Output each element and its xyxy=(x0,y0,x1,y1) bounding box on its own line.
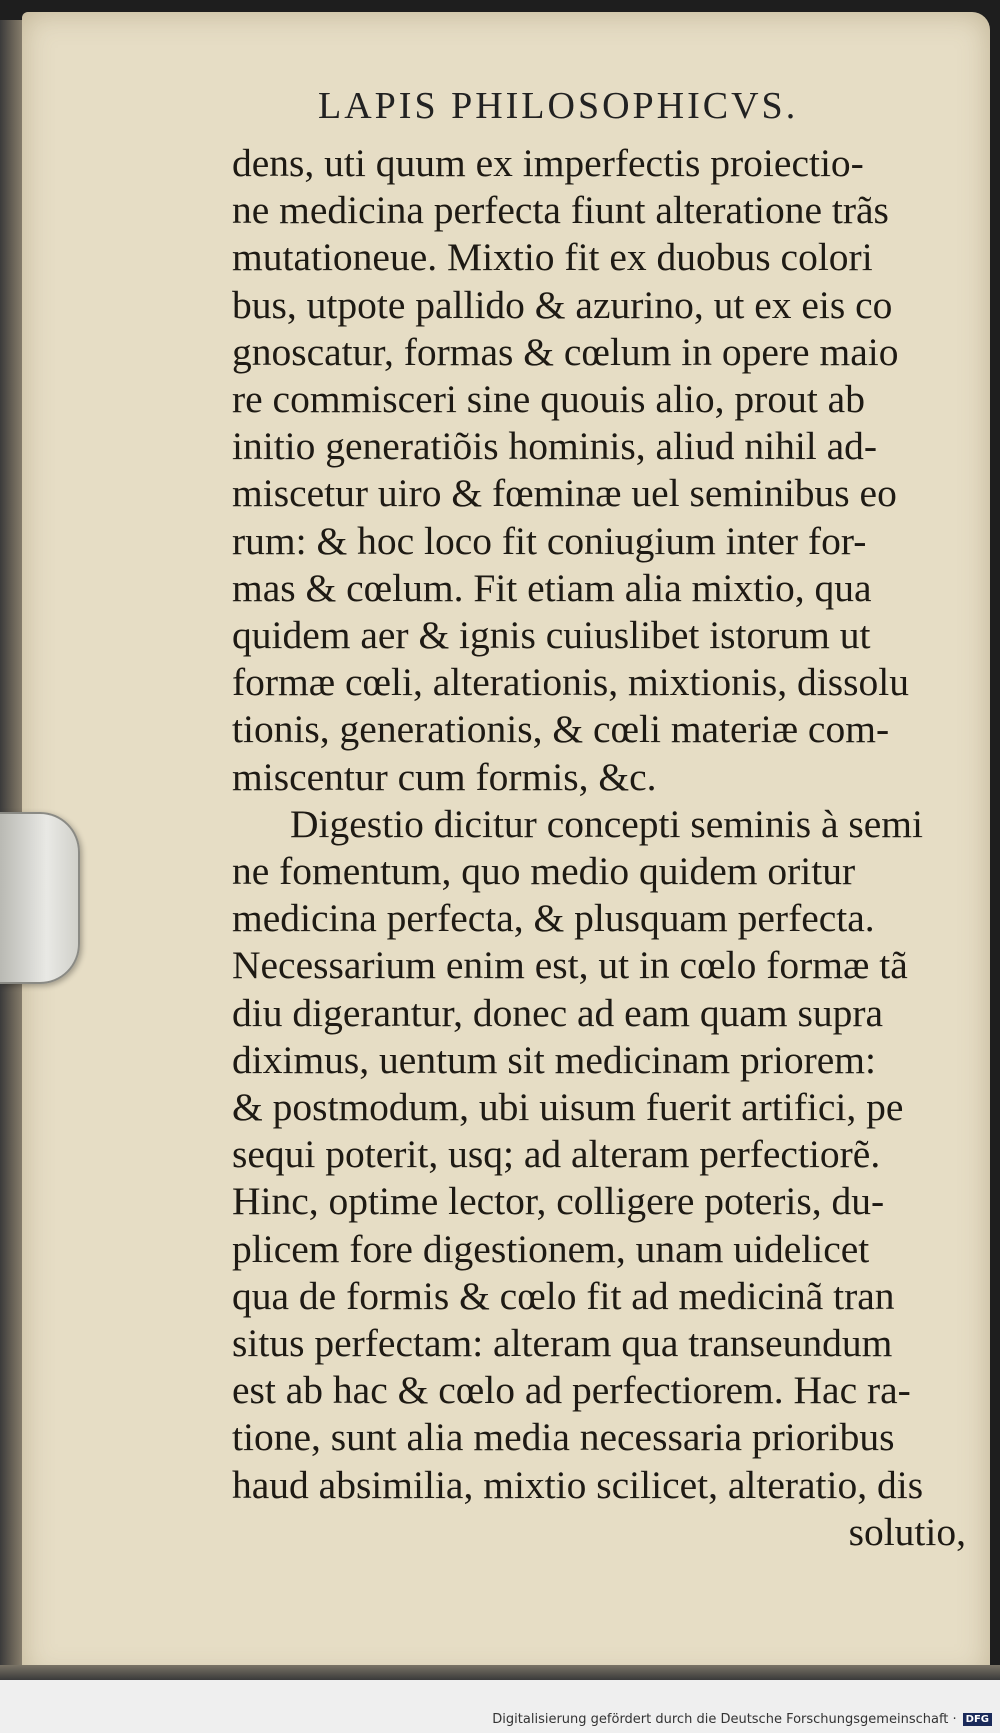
text-line: situs perfectam: alteram qua transeundum xyxy=(232,1321,893,1366)
text-line: ne medicina perfecta fiunt alteratione trãs xyxy=(232,188,889,233)
text-line: medicina perfecta, & plusquam perfecta. xyxy=(232,896,875,941)
text-line: initio generatiõis hominis, aliud nihil ad- xyxy=(232,424,878,469)
text-line: haud absimilia, mixtio scilicet, alteratio, dis xyxy=(232,1462,924,1507)
text-line: mutationeue. Mixtio fit ex duobus colori xyxy=(232,235,873,280)
text-line: Digestio dicitur concepti seminis à semi xyxy=(290,801,923,846)
text-line: gnoscatur, formas & cœlum in opere maio xyxy=(232,329,899,374)
text-line: Hinc, optime lector, colligere poteris, du- xyxy=(232,1179,885,1224)
running-head: LAPIS PHILOSOPHICVS. xyxy=(318,85,799,127)
credit-bar xyxy=(0,1680,1000,1733)
text-line: plicem fore digestionem, unam uidelicet xyxy=(232,1226,870,1271)
text-line: sequi poterit, usq; ad alteram perfectiorẽ. xyxy=(232,1132,881,1177)
text-line: mas & cœlum. Fit etiam alia mixtio, qua xyxy=(232,565,872,610)
text-line: formæ cœli, alterationis, mixtionis, dissolu xyxy=(232,660,909,705)
text-line: quidem aer & ignis cuiuslibet istorum ut xyxy=(232,613,871,658)
text-line: qua de formis & cœlo fit ad medicinã tran xyxy=(232,1273,895,1318)
credit-line xyxy=(492,1712,992,1727)
text-line: Necessarium enim est, ut in cœlo formæ tã xyxy=(232,943,908,988)
page-clip xyxy=(0,812,80,984)
text-line: rum: & hoc loco fit coniugium inter for- xyxy=(232,518,867,563)
text-line: diximus, uentum sit medicinam priorem: xyxy=(232,1037,876,1082)
text-line: & postmodum, ubi uisum fuerit artifici, pe xyxy=(232,1085,904,1130)
text-line: est ab hac & cœlo ad perfectiorem. Hac ra- xyxy=(232,1368,911,1413)
text-line: bus, utpote pallido & azurino, ut ex eis co xyxy=(232,282,893,327)
text-line: miscentur cum formis, &c. xyxy=(232,754,657,799)
text-line: re commisceri sine quouis alio, prout ab xyxy=(232,377,865,422)
text-line: diu digerantur, donec ad eam quam supra xyxy=(232,990,884,1035)
book-edge-bottom xyxy=(0,1665,1000,1680)
text-line: dens, uti quum ex imperfectis proiectio- xyxy=(232,141,864,185)
catchword: solutio, xyxy=(848,1509,966,1554)
dfg-logo-icon: DFG xyxy=(963,1713,992,1726)
text-line: tione, sunt alia media necessaria prioribus xyxy=(232,1415,895,1460)
credit-text: Digitalisierung gefördert durch die Deutsche Forschungsgemeinschaft · xyxy=(492,1712,957,1727)
text-line: ne fomentum, quo medio quidem oritur xyxy=(232,849,856,894)
body-text xyxy=(232,140,972,1556)
text-line: miscetur uiro & fœminæ uel seminibus eo xyxy=(232,471,897,516)
text-line: tionis, generationis, & cœli materiæ com- xyxy=(232,707,890,752)
